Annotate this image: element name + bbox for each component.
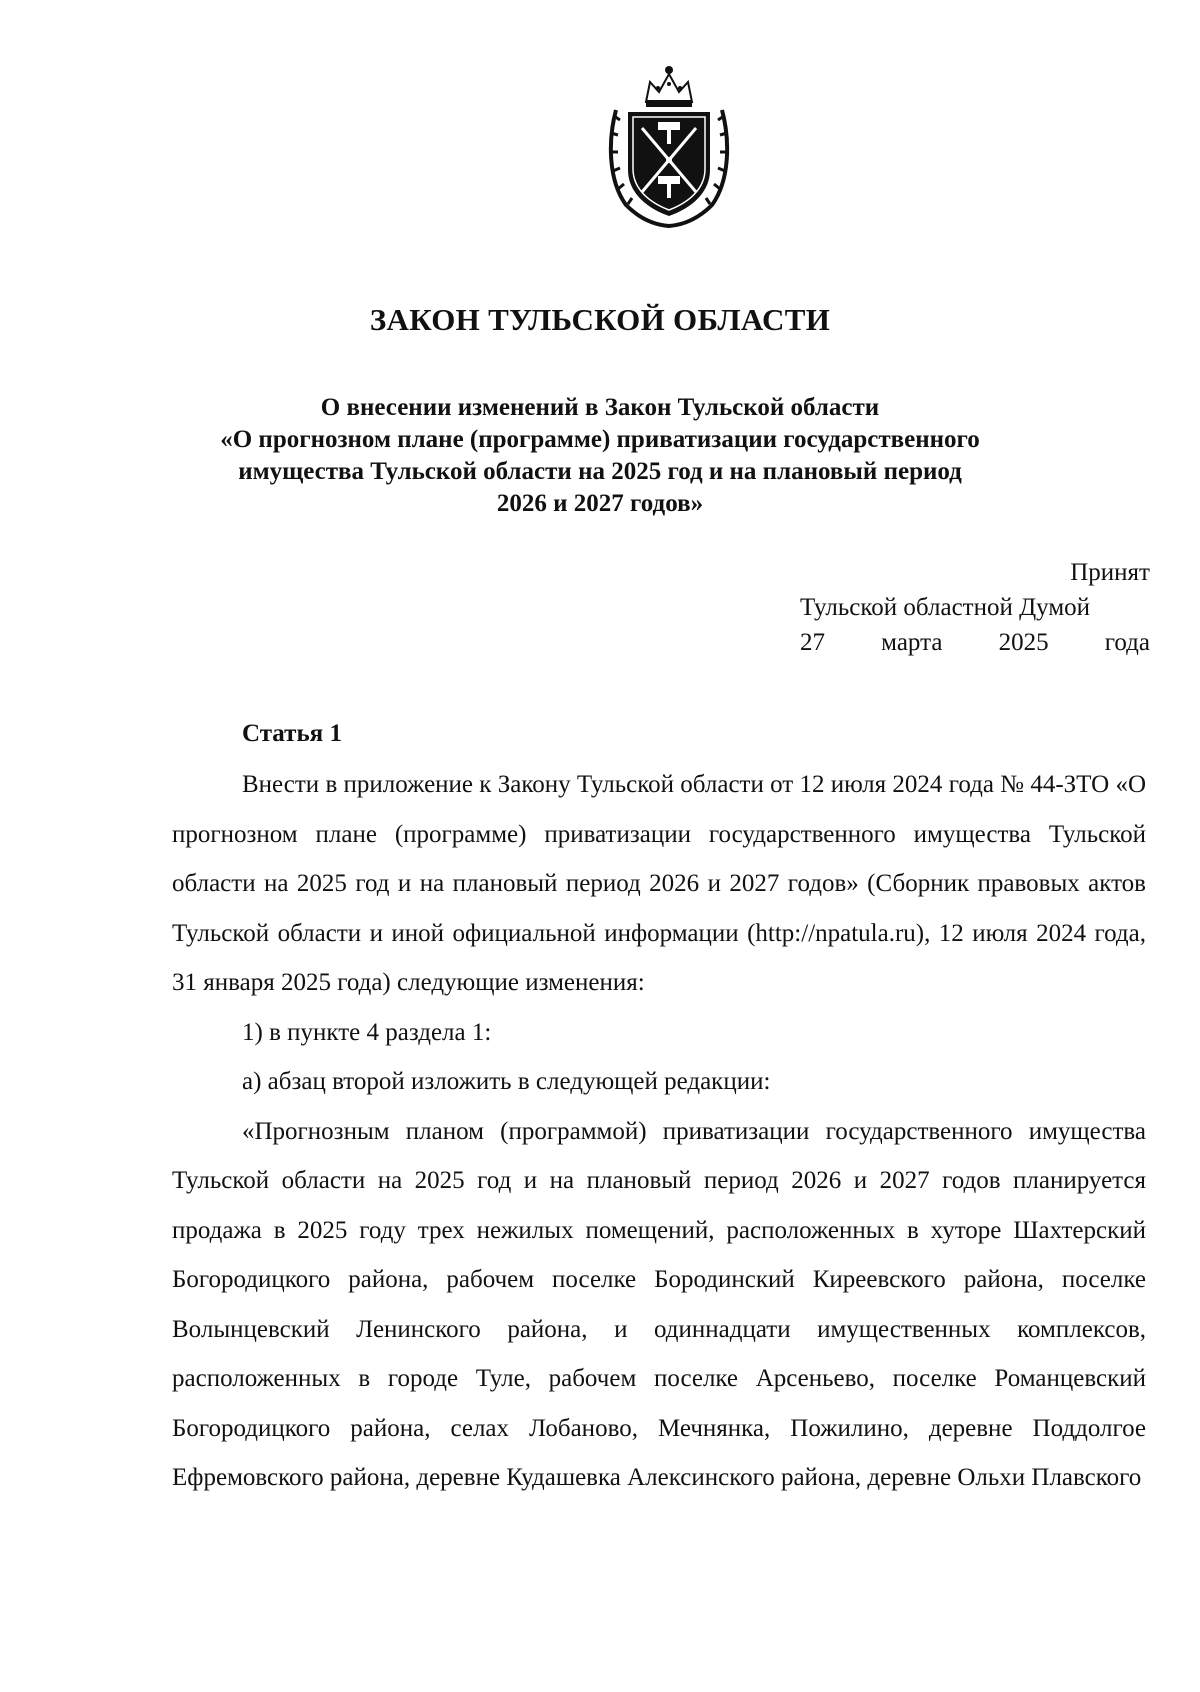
adoption-date xyxy=(800,625,1150,660)
article-paragraph: Внести в приложение к Закону Тульской области от 12 июля 2024 года № 44-ЗТО «О прогнозном плане (программе) приватизации государственного имущества Тульской области на 2025 год и на плановый период 2026 и 2027 годов» (Сборник правовых актов Тульской области и иной официальной информации (http://npatula.ru), 12 июля 2024 года, 31 января 2025 года) следующие изменения: xyxy=(172,771,1146,996)
article-body xyxy=(172,760,1146,1503)
adoption-year-word: года xyxy=(1104,629,1150,656)
adopted-label: Принят xyxy=(1070,559,1150,586)
subtitle-line: имущества Тульской области на 2025 год и на плановый период xyxy=(238,458,962,485)
article-paragraph: 1) в пункте 4 раздела 1: xyxy=(242,1018,492,1046)
article-heading: Статья 1 xyxy=(242,720,342,747)
adopted-by: Тульской областной Думой xyxy=(800,594,1091,621)
subtitle-line: О внесении изменений в Закон Тульской области xyxy=(320,394,880,421)
article-paragraph: а) абзац второй изложить в следующей редакции: xyxy=(242,1068,771,1095)
adoption-block xyxy=(800,555,1150,660)
law-subtitle xyxy=(160,392,1040,520)
law-title: ЗАКОН ТУЛЬСКОЙ ОБЛАСТИ xyxy=(369,302,831,337)
coat-of-arms-emblem xyxy=(606,60,732,230)
article-paragraph: «Прогнозным планом (программой) приватизации государственного имущества Тульской области на 2025 год и на плановый период 2026 и 2027 годов планируется продажа в 2025 году трех нежилых помещений, расположенных в хуторе Шахтерский Богородицкого района, рабочем поселке Бородинский Киреевского района, поселке Волынцевский Ленинского района, и одиннадцати имущественных комплексов, расположенных в городе Туле, рабочем поселке Арсеньево, поселке Романцевский Богородицкого района, селах Лобаново, Мечнянка, Пожилино, деревне Поддолгое Ефремовского района, деревне Кудашевка Алексинского района, деревне Ольхи Плавского xyxy=(172,1117,1146,1491)
subtitle-line: «О прогнозном плане (программе) приватизации государственного xyxy=(220,426,980,453)
adoption-month: марта xyxy=(881,629,943,656)
adoption-day: 27 xyxy=(800,629,825,656)
adoption-year: 2025 xyxy=(998,629,1049,656)
subtitle-line: 2026 и 2027 годов» xyxy=(496,490,704,517)
